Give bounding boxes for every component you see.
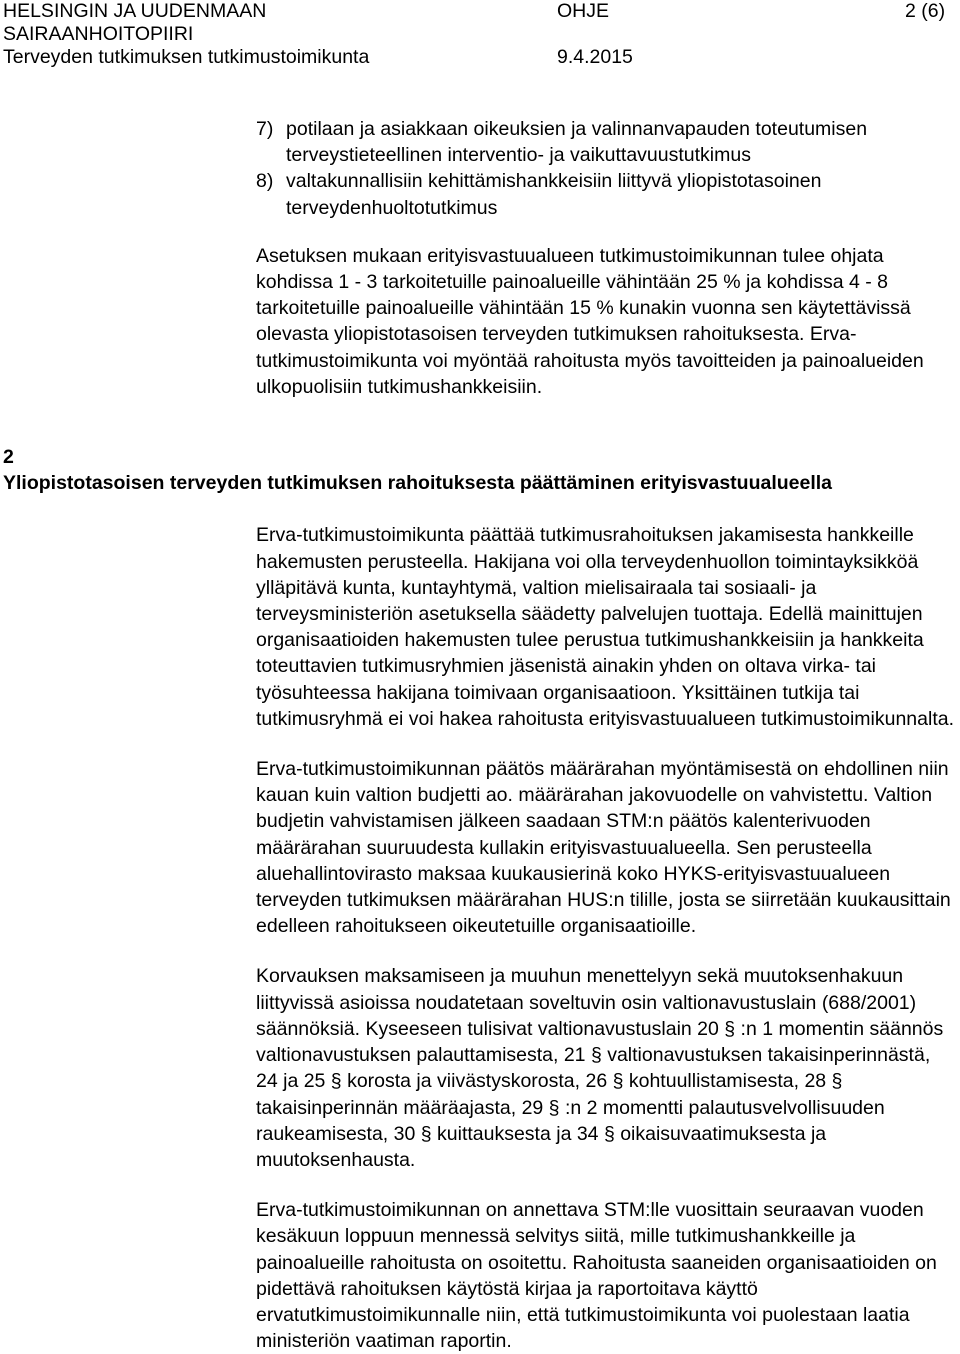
document-type: OHJE <box>557 0 610 22</box>
section-heading <box>3 444 953 496</box>
organization-name-line2: SAIRAANHOITOPIIRI <box>3 23 194 45</box>
list-item <box>256 168 946 220</box>
header-row-2 <box>0 23 960 46</box>
section-paragraph: Erva-tutkimustoimikunnan on annettava STM:lle vuosittain seuraavan vuoden kesäkuun loppuun mennessä selvitys siitä, mille tutkimushankkeille ja painoalueille rahoitusta on osoitettu. Rahoitusta saaneiden organisaatioiden on pidettävä rahoituksen käytöstä kirjaa ja raportoitava käyttö ervatutkimustoimikunnalle niin, että tutkimustoimikunta voi puolestaan laatia ministeriön vaatiman raportin. <box>256 1199 937 1353</box>
list-item-text: valtakunnallisiin kehittämishankkeisiin liittyvä yliopistotasoinen terveydenhuoltotutkimus <box>286 170 822 219</box>
header-row-3 <box>0 46 960 69</box>
section-title: Yliopistotasoisen terveyden tutkimuksen rahoituksesta päättäminen erityisvastuualueella <box>3 472 833 495</box>
section-paragraph: Erva-tutkimustoimikunnan päätös määrärahan myöntämisestä on ehdollinen niin kauan kuin valtion budjetti ao. määrärahan jakovuodelle on vahvistettu. Valtion budjetin vahvistamisen jälkeen saadaan STM:n päätös kalenterivuoden määrärahan suuruudesta kullakin erityisvastuualueella. Sen perusteella aluehallintovirasto maksaa kuukausierinä koko HYKS-erityisvastuualueen terveyden tutkimuksen määrärahan HUS:n tilille, josta se siirretään kuukausittain edelleen rahoitukseen oikeutetuille organisaatioille. <box>256 758 951 938</box>
document-body <box>0 116 960 1354</box>
list-item-text: potilaan ja asiakkaan oikeuksien ja valinnanvapauden toteutumisen terveystieteellinen interventio- ja vaikuttavuustutkimus <box>286 118 868 167</box>
numbered-list <box>256 116 946 221</box>
intro-paragraph: Asetuksen mukaan erityisvastuualueen tutkimustoimikunnan tulee ohjata kohdissa 1 - 3 tarkoitetuille painoalueille vähintään 25 % ja kohdissa 4 - 8 tarkoitetuille painoalueille vähintään 15 % kunakin vuonna sen käytettävissä olevasta yliopistotasoisen terveyden tutkimuksen rahoituksesta. Erva-tutkimustoimikunta voi myöntää rahoitusta myös tavoitteiden ja painoalueiden ulkopuolisiin tutkimushankkeisiin. <box>256 244 924 398</box>
section-number: 2 <box>3 446 14 469</box>
page-number: 2 (6) <box>905 0 946 22</box>
section-paragraph: Erva-tutkimustoimikunta päättää tutkimusrahoituksen jakamisesta hankkeille hakemusten perusteella. Hakijana voi olla terveydenhuollon toimintayksikköä ylläpitävä kunta, kuntayhtymä, valtion mielisairaala tai sosiaali- ja terveysministeriön asetuksella säädetty palvelujen tuottaja. Edellä mainittujen organisaatioiden hakemusten tulee perustua tutkimushankkeisiin ja hankkeita toteuttavien tutkimusryhmien jäsenistä ainakin yhden on oltava virka- tai työsuhteessa hakijana toimivaan organisaatioon. Yksittäinen tutkija tai tutkimusryhmä ei voi hakea rahoitusta erityisvastuualueen tutkimustoimikunnalta. <box>256 524 955 730</box>
document-header <box>0 0 960 69</box>
list-item-number: 7) <box>256 118 274 140</box>
organization-name-line1: HELSINGIN JA UUDENMAAN <box>3 0 267 22</box>
header-row-1 <box>0 0 960 23</box>
list-item-number: 8) <box>256 170 274 193</box>
document-date: 9.4.2015 <box>557 46 633 68</box>
list-item <box>256 116 946 168</box>
unit-name: Terveyden tutkimuksen tutkimustoimikunta <box>3 46 370 68</box>
section-paragraph: Korvauksen maksamiseen ja muuhun menettelyyn sekä muutoksenhakuun liittyvissä asioissa noudatetaan soveltuvin osin valtionavustuslain (688/2001) säännöksiä. Kyseeseen tulisivat valtionavustuslain 20 § :n 1 momentin säännös valtionavustuksen palauttamisesta, 21 § valtionavustuksen takaisinperinnästä, 24 ja 25 § korosta ja viivästyskorosta, 26 § kohtuullistamisesta, 28 § takaisinperinnän määräajasta, 29 § :n 2 momentti palautusvelvollisuuden raukeamisesta, 30 § kuittauksesta ja 34 § oikaisuvaatimuksesta ja muutoksenhausta. <box>256 965 944 1171</box>
